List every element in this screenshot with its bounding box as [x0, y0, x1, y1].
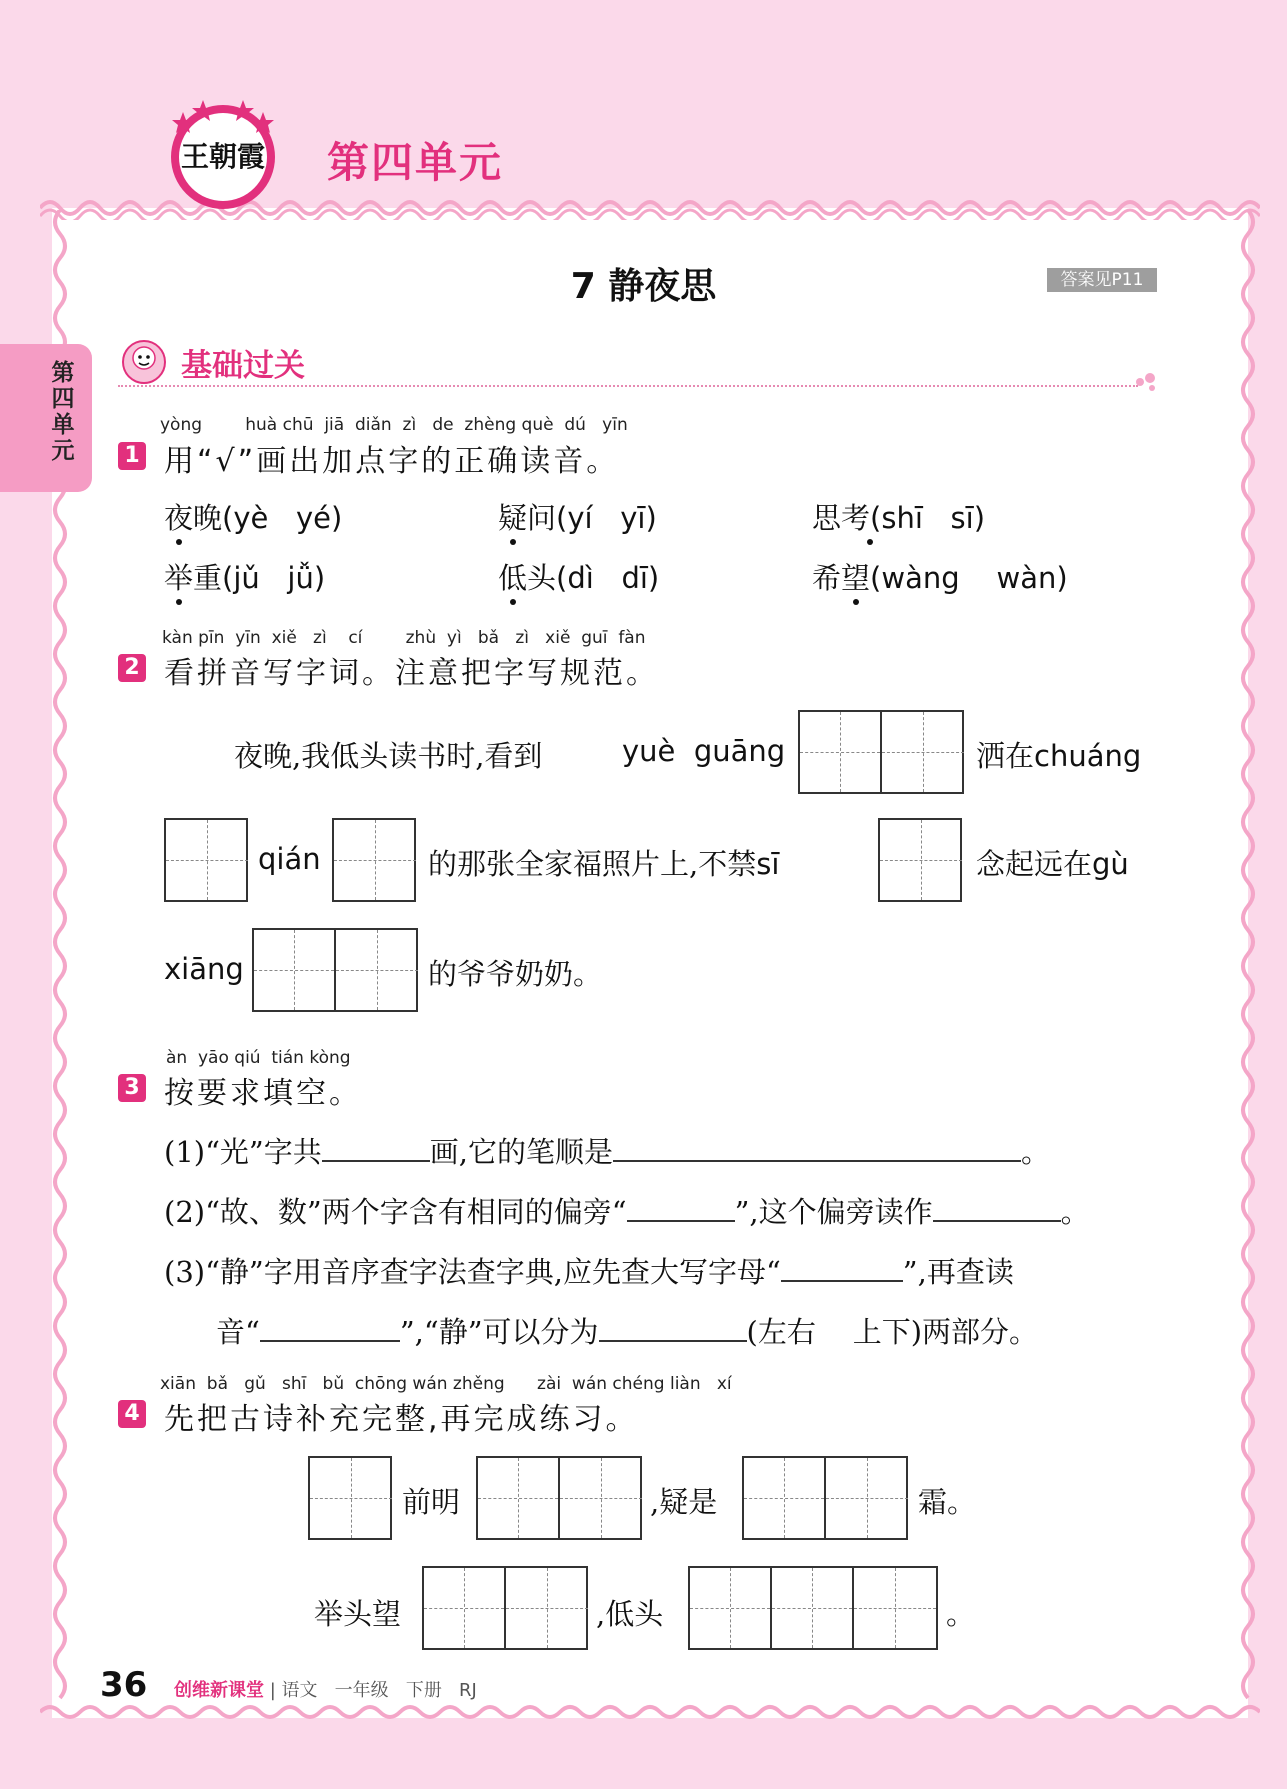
answer-blank[interactable] — [781, 1254, 903, 1282]
q1-item[interactable]: 思考(shī sī) — [812, 501, 986, 535]
answer-blank[interactable] — [613, 1134, 1021, 1162]
writing-grid[interactable] — [164, 818, 248, 902]
section-title: 基础过关 — [181, 348, 305, 384]
q3-instruction: 按要求填空。 — [164, 1076, 362, 1111]
poem-text: 举头望 — [314, 1597, 402, 1631]
writing-grid[interactable] — [742, 1456, 908, 1540]
answer-blank[interactable] — [322, 1134, 430, 1162]
writing-grid[interactable] — [422, 1566, 588, 1650]
right-wave-border — [1234, 210, 1264, 1710]
divider-dots-icon — [1134, 370, 1164, 394]
writing-grid[interactable] — [688, 1566, 938, 1650]
writing-grid[interactable] — [878, 818, 962, 902]
q4-pinyin: xiān bǎ gǔ shī bǔ chōng wán zhěng zài wán chéng liàn xí — [160, 1374, 732, 1394]
q3-pinyin: àn yāo qiú tián kòng — [166, 1048, 351, 1068]
writing-grid[interactable] — [252, 928, 418, 1012]
q2-line2-text: 念起远在gù — [976, 847, 1129, 881]
q1-pinyin: yòng huà chū jiā diǎn zì de zhèng què dú yīn — [160, 415, 628, 435]
answer-blank[interactable] — [260, 1314, 400, 1342]
unit-title: 第四单元 — [327, 138, 504, 187]
writing-grid[interactable] — [798, 710, 964, 794]
q1-item[interactable]: 夜晚(yè yé) — [164, 501, 343, 535]
answer-blank[interactable] — [933, 1194, 1061, 1222]
q3-number: 3 — [118, 1074, 146, 1102]
side-tab[interactable] — [0, 344, 92, 492]
q3-sub2: (2)“故、数”两个字含有相同的偏旁“ ”,这个偏旁读作 。 — [164, 1195, 1090, 1229]
answer-reference-badge: 答案见P11 — [1047, 268, 1157, 292]
section-mascot-icon — [114, 336, 174, 386]
q1-item[interactable]: 举重(jǔ jǚ) — [164, 561, 326, 595]
q3-sub1: (1)“光”字共 画,它的笔顺是 。 — [164, 1135, 1050, 1169]
q2-line3-pinyin: xiāng — [164, 952, 244, 986]
q1-item[interactable]: 疑问(yí yī) — [498, 501, 657, 535]
q4-number: 4 — [118, 1400, 146, 1428]
q2-instruction: 看拼音写字词。注意把字写规范。 — [164, 656, 659, 691]
footer-info: 创维新课堂 | 语文 一年级 下册 RJ — [174, 1680, 477, 1701]
q1-number: 1 — [118, 442, 146, 470]
poem-text: ,低头 — [596, 1597, 664, 1631]
q3-sub3: (3)“静”字用音序查字法查字典,应先查大写字母“ ”,再查读 — [164, 1255, 1014, 1289]
q2-line1-text: 洒在chuáng — [976, 739, 1142, 773]
q4-instruction: 先把古诗补充完整,再完成练习。 — [164, 1402, 639, 1437]
q2-pinyin: kàn pīn yīn xiě zì cí zhù yì bǎ zì xiě guī fàn — [162, 628, 646, 648]
q1-instruction: 用“√”画出加点字的正确读音。 — [164, 444, 620, 479]
answer-blank[interactable] — [599, 1314, 747, 1342]
answer-blank[interactable] — [627, 1194, 735, 1222]
q3-sub4: 音“ ”,“静”可以分为 (左右 上下)两部分。 — [216, 1315, 1039, 1349]
q2-line3-text: 的爷爷奶奶。 — [428, 957, 603, 991]
q2-line2-pinyin: qián — [258, 842, 321, 876]
writing-grid[interactable] — [308, 1456, 392, 1540]
poem-text: 。 — [946, 1597, 976, 1631]
side-tab-label: 第四单元 — [51, 360, 75, 464]
poem-text: ,疑是 — [650, 1485, 718, 1519]
writing-grid[interactable] — [332, 818, 416, 902]
writing-grid[interactable] — [476, 1456, 642, 1540]
page-number: 36 — [100, 1665, 148, 1705]
poem-text: 前明 — [402, 1485, 461, 1519]
poem-text: 霜。 — [918, 1485, 977, 1519]
q1-item[interactable]: 希望(wàng wàn) — [812, 561, 1068, 595]
bottom-wave-border — [40, 1702, 1260, 1728]
q1-item[interactable]: 低头(dì dī) — [498, 561, 660, 595]
logo-text: 王朝霞 — [180, 140, 266, 173]
q2-number: 2 — [118, 654, 146, 682]
section-divider — [118, 385, 1138, 387]
q2-line1-pinyin: yuè guāng — [622, 734, 786, 768]
brand-logo-icon — [158, 92, 288, 212]
q2-line2-text: 的那张全家福照片上,不禁sī — [428, 847, 780, 881]
lesson-title: 7 静夜思 — [570, 266, 717, 307]
q2-line1-text: 夜晚,我低头读书时,看到 — [234, 739, 543, 773]
